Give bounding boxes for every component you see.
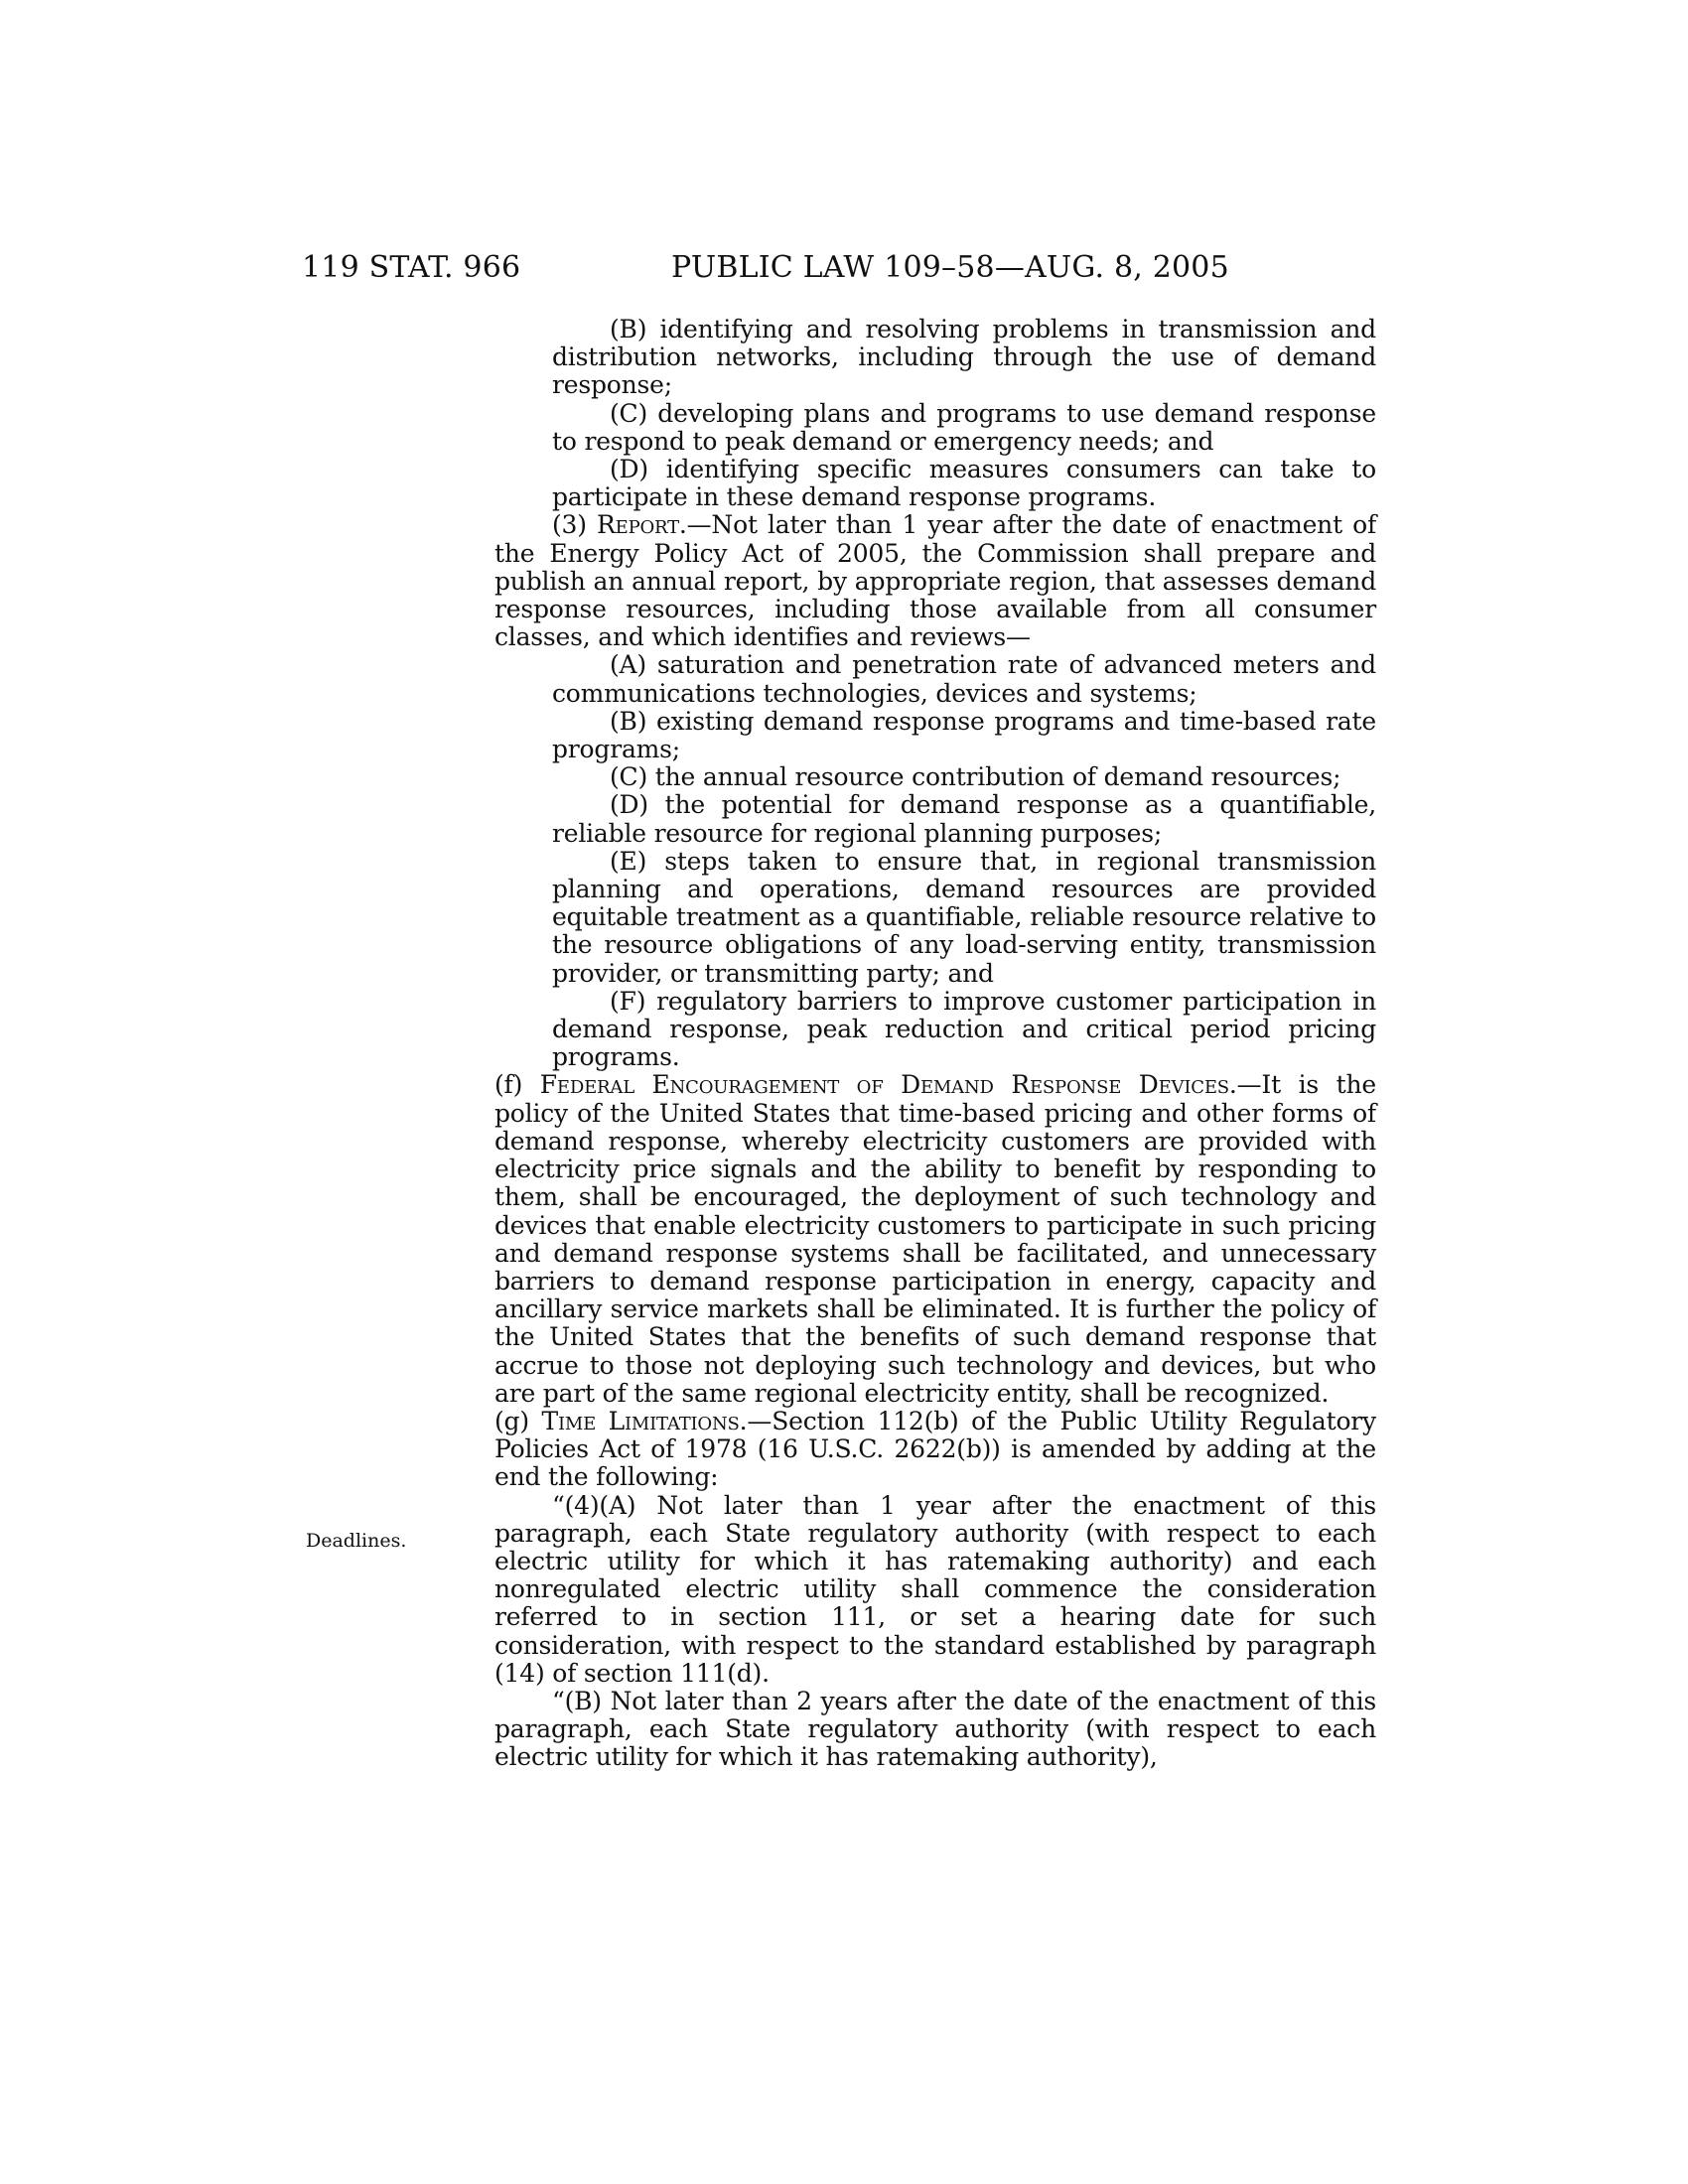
margin-note-deadlines: Deadlines. [306,1530,407,1552]
para-text: (F) regulatory barriers to improve customer participation in demand response, peak reduction and critical period pricing programs. [552,986,1376,1072]
para-heading: Time Limitations [541,1406,740,1435]
para-text: (B) identifying and resolving problems in transmission and distribution networks, including through the use of demand response; [552,315,1376,400]
para-heading: Report [597,510,679,540]
para-text: (D) identifying specific measures consumers can take to participate in these demand response programs. [552,455,1376,512]
para-c-developing [494,400,1376,456]
para-heading: Federal Encouragement of Demand Response Devices [539,1070,1229,1100]
para-g-time-limitations [383,1408,1376,1492]
para-d-identifying [494,456,1376,511]
para-text: “(B) Not later than 2 years after the date of the enactment of this paragraph, each State regulatory authority (with respect to each electric utility for which it has ratemaking authority), [494,1686,1376,1772]
para-lead: (f) [494,1070,540,1100]
para-d-potential [494,791,1376,847]
para-text: (E) steps taken to ensure that, in regional transmission planning and operations, demand resources are provided equitable treatment as a quantifiable, reliable resource relative to the resource obligations of any load-serving entity, transmission provider, or transmitting party; and [552,846,1376,988]
para-text: “(4)(A) Not later than 1 year after the enactment of this paragraph, each State regulatory authority (with respect to each electric utility for which it has ratemaking authority) and each nonregulated electric utility shall commence the consideration referred to in section 111, or set a hearing date for such consideration, with respect to the standard established by paragraph (14) of section 111(d). [494,1490,1376,1688]
para-3-report [494,511,1376,651]
para-text: .—Not later than 1 year after the date of enactment of the Energy Policy Act of 2005, the Commission shall prepare and publish an annual report, by appropriate region, that assesses demand response resources, including those available from all consumer classes, and which identifies and reviews— [494,510,1376,652]
para-f-regulatory [494,988,1376,1072]
para-text: (B) existing demand response programs and time-based rate programs; [552,706,1376,764]
para-f-federal-encouragement [383,1071,1376,1407]
para-quoted-4a [437,1492,1376,1688]
para-b-identifying [437,316,1376,400]
para-lead: (g) [494,1406,542,1435]
para-text: (D) the potential for demand response as a quantifiable, reliable resource for regional planning purposes; [552,790,1376,848]
para-a-saturation [494,651,1376,707]
stat-reference: 119 STAT. 966 [302,250,521,285]
para-quoted-b [437,1688,1376,1772]
para-text: (A) saturation and penetration rate of advanced meters and communications technologies, devices and systems; [552,650,1376,708]
page-title: PUBLIC LAW 109–58—AUG. 8, 2005 [671,250,1229,285]
document-body [494,316,1376,1772]
para-lead: (3) [552,510,597,540]
para-text: (C) the annual resource contribution of demand resources; [610,762,1341,792]
para-text: .—Section 112(b) of the Public Utility Regulatory Policies Act of 1978 (16 U.S.C. 2622(b)) is amended by adding at the end the following: [494,1406,1376,1492]
para-text: .—It is the policy of the United States that time-based pricing and other forms of demand response, whereby electricity customers are provided with electricity price signals and the ability to benefit by responding to them, shall be encouraged, the deployment of such technology and devices that enable electricity customers to participate in such pricing and demand response systems shall be facilitated, and unnecessary barriers to demand response participation in energy, capacity and ancillary service markets shall be eliminated. It is further the policy of the United States that the benefits of such demand response that accrue to those not deploying such technology and devices, but who are part of the same regional electricity entity, shall be recognized. [494,1070,1376,1408]
para-e-steps [494,848,1376,988]
para-c-annual [494,763,1376,791]
para-text: (C) developing plans and programs to use demand response to respond to peak demand or emergency needs; and [552,398,1376,456]
para-b-existing [494,708,1376,763]
